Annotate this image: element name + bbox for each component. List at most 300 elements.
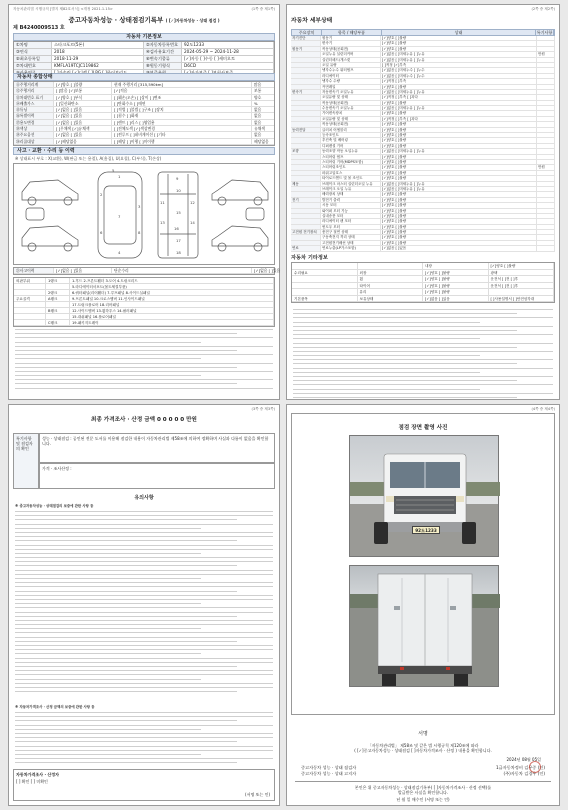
detail-cell: 타이로드엔드 및 볼 조인트 xyxy=(321,176,381,180)
state-cell: 해당없음 xyxy=(254,138,269,144)
detail-cell: [✓]양호 [ ]불량 xyxy=(381,176,537,180)
photo-section-title: 점검 장면 촬영 사진 xyxy=(398,425,448,431)
detail-cell xyxy=(291,58,321,62)
state-cell: [✓]적음 xyxy=(112,88,252,93)
parts-cell xyxy=(14,320,46,325)
basic-info-label: ①차명 xyxy=(14,42,52,49)
state-cell: ⑳리콜대상 xyxy=(14,139,54,144)
other-info-cell xyxy=(292,276,358,282)
panel-label-5: 5 xyxy=(112,168,115,173)
detail-cell xyxy=(537,58,555,62)
detail-cell xyxy=(537,187,555,191)
detail-cell xyxy=(537,111,555,115)
car-diagram-svg xyxy=(14,164,276,264)
basic-info-value: 2018 xyxy=(52,49,144,56)
truck-rear-drawing xyxy=(350,566,500,688)
parts-cell: 19.패키지트레이 xyxy=(70,320,274,325)
state-cell: 양호 xyxy=(254,94,262,100)
panel-label-9: 9 xyxy=(176,176,179,181)
notifier-name: (주)자동차 김경우 (인) xyxy=(503,771,545,776)
panel-label-15: 15 xyxy=(176,210,181,215)
detail-cell: 변속기 xyxy=(321,41,381,45)
detail-cell: [✓]적정 [ ]부족 xyxy=(381,79,537,83)
other-info-cell: 광택 xyxy=(489,270,555,276)
detail-cell xyxy=(537,68,555,72)
detail-cell: [✓]양호 [ ]불량 xyxy=(381,101,537,105)
panel-label-7: 7 xyxy=(118,214,121,219)
other-info-cell: [✓]양호 [ ]불량 xyxy=(423,270,489,276)
record-number: 제 B4240009513 호 xyxy=(13,25,65,31)
detail-cell: [✓]양호 [ ]불량 xyxy=(381,144,537,148)
detail-cell xyxy=(537,117,555,121)
vehicle-diagram xyxy=(13,163,275,265)
parts-cell xyxy=(14,284,46,289)
accident-summary-table xyxy=(13,267,281,275)
panel-label-17: 17 xyxy=(176,238,181,243)
detail-cell: 스티어링조인트 xyxy=(321,165,381,169)
detail-cell xyxy=(291,241,321,245)
detail-cell: [✓]양호 [ ]불량 xyxy=(381,138,537,142)
parts-cell: A랭크 xyxy=(46,296,70,301)
detail-cell: 전기 xyxy=(291,198,321,202)
panel-label-11: 11 xyxy=(160,200,165,205)
detail-column-header xyxy=(291,29,555,36)
detail-cell xyxy=(537,209,555,213)
document-title: 중고자동차성능 · 상태점검기록부 ( [✓]자동차성능 · 상태 점검 ) xyxy=(68,16,220,24)
parts-cell: 1.후드 2.프론트휀더 3.도어 4.트렁크리드 xyxy=(70,278,274,283)
basic-info-label: ④검사유효기간 xyxy=(144,49,182,56)
detail-cell xyxy=(291,101,321,105)
detail-cell: 커먼레일 xyxy=(321,85,381,89)
parts-cell xyxy=(14,302,46,307)
detail-cell: 동력전달 xyxy=(291,128,321,132)
buyer-receipt-statement: 본인은 위 중고자동차성능 · 상태점검기록부( [ ]자동차가격조사 · 산정 선택)를 발급받은 사실을 확인합니다. xyxy=(354,785,492,795)
detail-cell xyxy=(291,63,321,67)
detail-cell xyxy=(537,219,555,223)
state-cell: ⑮튜닝 xyxy=(14,107,54,112)
detail-cell: 실내송풍 모터 xyxy=(321,214,381,218)
detail-cell xyxy=(537,203,555,207)
overall-state-table xyxy=(13,81,275,146)
detail-cell: 스티어링 펌프 xyxy=(321,155,381,159)
parts-cell: 6.쿼터패널(리어휀더) 7.루프패널 8.사이드실패널 xyxy=(70,290,274,295)
detail-cell: [✓]양호 [ ]불량 xyxy=(381,198,537,202)
basic-info-value: 2018-11-29 xyxy=(52,56,144,63)
state-cell: ⑱색상 xyxy=(14,126,54,131)
parts-cell: 5.라디에이터서포트(볼트체결부품) xyxy=(70,284,274,289)
state-cell: ⑬차대번호 표기 xyxy=(14,95,54,100)
detail-cell: 시동 모터 xyxy=(321,203,381,207)
final-price-title: 최종 가격조사 · 산정 금액 0 0 0 0 0 만원 xyxy=(91,417,197,423)
confirm-side-label: 특기사항 및 점검자의 확인 xyxy=(13,433,39,489)
detail-cell xyxy=(537,47,555,51)
panel-label-18: 18 xyxy=(176,250,181,255)
confirm-pricing: 가격 · 조사산정 : xyxy=(39,463,275,489)
issue-date: 2024년 08월 05일 xyxy=(506,757,541,762)
state-cell: [✓]없음 [ ]있음 xyxy=(54,113,112,118)
detail-cell xyxy=(291,74,321,78)
basic-info-value: KMFLA19TCJC119862 xyxy=(52,63,144,70)
parts-row xyxy=(14,320,274,326)
detail-cell: 라디에이터 xyxy=(321,74,381,78)
detail-cell: 연료누출(LP가스포함) xyxy=(321,246,381,250)
parts-cell xyxy=(14,314,46,319)
col-state: 상태 xyxy=(382,30,536,35)
state-cell: [✓]양호 [ ]불량 xyxy=(54,82,112,87)
panel-label-2: 2 xyxy=(100,192,103,197)
detail-cell: [✓]양호 [ ]불량 xyxy=(381,203,537,207)
detail-cell: [✓]없음 [ ]미세누유 [ ]누유 xyxy=(381,52,537,56)
signature-label: 서명 xyxy=(418,731,428,737)
detail-cell: [✓]양호 [ ]불량 xyxy=(381,36,537,40)
other-info-cell: 수리필요 xyxy=(292,270,358,276)
state-cell: ⑯특별이력 xyxy=(14,113,54,118)
detail-cell xyxy=(291,106,321,110)
detail-cell: 고전원전기배선 상태 xyxy=(321,241,381,245)
form-reference: 자동차관리법 시행규칙 [별지 제82호서식] <개정 2021.1.15> xyxy=(13,7,113,11)
state-cell: 없음 xyxy=(254,119,262,125)
detail-cell: 만원 xyxy=(537,52,555,56)
detail-cell: 자동변속기 오일누유 xyxy=(321,90,381,94)
detail-cell: [✓]양호 [ ]불량 xyxy=(381,165,537,169)
basic-info-label: ⑦차대번호 xyxy=(14,63,52,70)
detail-cell xyxy=(537,79,555,83)
detail-cell: 동력조향 작동 오일누유 xyxy=(321,149,381,153)
basic-info-label: ⑧원동기형식 xyxy=(144,63,182,70)
other-info-cell: 운전석 [ ]전 [ ]후 xyxy=(489,283,555,289)
detail-cell xyxy=(537,149,555,153)
detail-cell xyxy=(291,219,321,223)
detail-cell: [✓]양호 [ ]불량 xyxy=(381,160,537,164)
state-cell: [✓]양호 [ ]부식 xyxy=(54,95,112,100)
detail-cell: 구동축전지 격리 상태 xyxy=(321,235,381,239)
basic-info-label: ②자동차등록번호 xyxy=(144,42,182,49)
state-cell: [✓]없음 [ ]있음 xyxy=(54,120,112,125)
panel-label-1: 1 xyxy=(118,174,121,179)
detail-cell: [✓]없음 [ ]미세누유 [ ]누유 xyxy=(381,90,537,94)
detail-cell xyxy=(537,176,555,180)
detail-state-title: 자동차 세부상태 xyxy=(291,18,333,24)
detail-cell: 배력장치 상태 xyxy=(321,192,381,196)
basic-info-value: 92도1233 xyxy=(182,42,274,49)
detail-cell: 조향 xyxy=(291,149,321,153)
vehicle-front-photo xyxy=(349,435,499,557)
state-cell: [ ]침수 [ ]화재 xyxy=(112,113,252,118)
state-cell: % xyxy=(254,100,258,106)
detail-cell xyxy=(537,128,555,132)
detail-cell xyxy=(537,90,555,94)
parts-cell: B랭크 xyxy=(46,308,70,313)
page1-remarks xyxy=(15,329,273,392)
detail-cell xyxy=(291,176,321,180)
detail-cell xyxy=(537,36,555,40)
detail-row xyxy=(291,246,555,251)
basic-info-label: ⑤최초등록일 xyxy=(14,56,52,63)
state-cell: 많음 xyxy=(254,82,262,87)
detail-cell xyxy=(537,144,555,148)
panel-label-4: 4 xyxy=(118,250,121,255)
parts-cell: 1랭크 xyxy=(46,278,70,283)
detail-cell: [ ]적정 [✓]부족 xyxy=(381,63,537,67)
state-cell: 없음 xyxy=(254,132,262,138)
detail-cell: 디퍼렌셜 기어 xyxy=(321,144,381,148)
panel-label-12: 12 xyxy=(190,200,195,205)
other-info-cell: 기본품목 xyxy=(292,296,358,302)
state-cell: 유채색 xyxy=(254,126,266,132)
detail-cell: [✓]양호 [ ]불량 xyxy=(381,155,537,159)
detail-cell xyxy=(537,133,555,137)
page-number: (2쪽 중 제2쪽) xyxy=(531,7,555,11)
overall-state-header: 자동차 종합상태 xyxy=(13,73,275,81)
col-device: 주요장치 xyxy=(292,30,322,35)
detail-cell: 기어변속장치 xyxy=(321,111,381,115)
divider xyxy=(295,781,551,782)
detail-cell: [✓]양호 [ ]불량 xyxy=(381,235,537,239)
pricer-seal: (서명 또는 인) xyxy=(245,792,270,797)
detail-cell xyxy=(291,41,321,45)
detail-cell: 원동기 xyxy=(321,36,381,40)
detail-cell: 냉각수누수 워터펌프 xyxy=(321,68,381,72)
replaced-parts-table xyxy=(13,277,275,327)
detail-cell xyxy=(291,225,321,229)
parts-cell: C랭크 xyxy=(46,320,70,325)
detail-cell: 작동상태(공회전) xyxy=(321,47,381,51)
detail-cell: [✓]없음 [ ]미세누유 [ ]누유 xyxy=(381,58,537,62)
detail-cell: [✓]양호 [ ]불량 xyxy=(381,241,537,245)
detail-cell xyxy=(537,214,555,218)
detail-cell xyxy=(537,74,555,78)
basic-info-value: 스타크포르(5톤) xyxy=(52,42,144,49)
parts-cell: 주요골격 xyxy=(14,296,46,301)
detail-cell: 라디에이터 팬 모터 xyxy=(321,219,381,223)
detail-cell: [✓]양호 [ ]불량 xyxy=(381,219,537,223)
detail-cell: 냉각수 수량 xyxy=(321,79,381,83)
pricer-confirm-box: 자동차가격조사 · 산정자 [ ] 확인 [ ] 미확인 (서명 또는 인) xyxy=(13,769,275,801)
other-info-table xyxy=(291,262,555,303)
page-4 xyxy=(286,404,560,806)
state-cell: [ ]탄화수소 [ ]매연 xyxy=(112,101,252,106)
other-info-cell xyxy=(292,283,358,289)
accident-legend: ※ 상태표시 부호 : X(교환), W(판금 또는 용접), A(흠집), U(요철), C(부식), T(손상) xyxy=(15,156,162,161)
detail-cell xyxy=(291,203,321,207)
panel-label-3: 3 xyxy=(138,204,141,209)
other-info-cell: [✓]양호 [ ]불량 xyxy=(423,289,489,295)
confirm-inspection: 성능 · 상태점검 : 공인된 전문 도서를 이용해 점검한 내용이 자동차관리법 제58조에 의하여 정확하며 사실과 다름이 없음을 확인합니다. xyxy=(39,433,275,463)
state-cell: [ ]일산화탄소 xyxy=(54,101,112,106)
detail-cell xyxy=(537,198,555,202)
state-cell: [ ]해당 [ ]이행 [ ]미이행 xyxy=(112,139,252,144)
detail-cell: 오일유량 및 상태 xyxy=(321,95,381,99)
page-number: (3쪽 중 제3쪽) xyxy=(251,407,275,411)
other-info-cell: [✓]없음 [ ]있음 xyxy=(423,296,489,302)
state-cell: [✓]없음 [ ]있음 xyxy=(54,132,112,137)
parts-cell xyxy=(46,284,70,289)
detail-cell: 변속기 xyxy=(291,90,321,94)
detail-cell: 수동변속기 오일누유 xyxy=(321,106,381,110)
other-info-cell: 타이어 xyxy=(358,283,424,289)
detail-cell: [✓]양호 [ ]불량 xyxy=(381,133,537,137)
state-cell: 없음 xyxy=(254,113,262,119)
state-cell: ⑲주요옵션 xyxy=(14,132,54,137)
license-plate: 92도1233 xyxy=(412,526,440,534)
detail-cell: 원동기 xyxy=(291,47,321,51)
parts-cell: 2랭크 xyxy=(46,290,70,295)
detail-cell: [✓]양호 [ ]불량 xyxy=(381,122,537,126)
state-cell: [ ]무채색 [✓]유채색 xyxy=(54,126,112,131)
parts-cell xyxy=(14,308,46,313)
detail-cell: 스티어링 기어(MDPS포함) xyxy=(321,160,381,164)
state-cell: ⑭배출가스 xyxy=(14,101,54,106)
parts-cell: 17.트렁크플로어 18.리어패널 xyxy=(70,302,274,307)
state-cell: ⑰용도변경 xyxy=(14,120,54,125)
basic-info-value: [✓]자동 [ ]수동 [ ]세미오토 xyxy=(182,56,274,63)
detail-cell: 충전구 절연 상태 xyxy=(321,230,381,234)
page-number: (4쪽 중 제4쪽) xyxy=(531,407,555,411)
detail-cell xyxy=(537,101,555,105)
inspector-name: 1급자동차정비 김무중 (인) xyxy=(495,765,545,770)
detail-cell xyxy=(537,246,555,250)
state-cell: [ ]훼손(오손) [ ]상이 [ ]변조 xyxy=(112,95,252,100)
detail-cell: [✓]양호 [ ]불량 xyxy=(381,47,537,51)
detail-cell: [✓]양호 [ ]불량 xyxy=(381,209,537,213)
buyer-signature-line: 년 월 일 매수인 (서명 또는 인) xyxy=(396,797,450,802)
detail-cell: 실린더헤드/개스킷 xyxy=(321,58,381,62)
other-info-cell xyxy=(489,289,555,295)
state-cell: ⑫주행거리 xyxy=(14,88,54,93)
parts-cell xyxy=(46,314,70,319)
detail-cell xyxy=(291,165,321,169)
detail-cell xyxy=(537,138,555,142)
other-info-cell: 내장 xyxy=(423,263,489,269)
state-cell: [ ]썬루프 [ ]네비게이션 [ ]기타 xyxy=(112,132,252,137)
col-item: 항목 / 해당부품 xyxy=(322,30,382,35)
basic-info-label: ③연식 xyxy=(14,49,52,56)
other-info-cell xyxy=(292,263,358,269)
other-info-cell: [✓]양호 [ ]불량 xyxy=(489,263,555,269)
panel-label-16: 16 xyxy=(174,226,179,231)
detail-cell xyxy=(291,209,321,213)
other-info-cell: [ ]사용설명서 [ ]안전삼각대 xyxy=(489,296,555,302)
detail-cell xyxy=(291,187,321,191)
page-3 xyxy=(8,404,280,806)
detail-cell xyxy=(291,117,321,121)
detail-cell xyxy=(291,192,321,196)
notice-section-b: ※ 자동차가격조사 · 산정 금액의 보증에 관한 사항 등 xyxy=(15,705,95,709)
detail-cell xyxy=(291,133,321,137)
detail-cell xyxy=(291,144,321,148)
detail-cell: 파워고압호스 xyxy=(321,171,381,175)
detail-cell: 클러치 어셈블리 xyxy=(321,128,381,132)
detail-cell xyxy=(291,138,321,142)
company-seal-icon xyxy=(529,761,541,773)
detail-cell xyxy=(291,79,321,83)
detail-cell: [✓]양호 [ ]불량 xyxy=(381,230,537,234)
detail-cell: [✓]양호 [ ]불량 xyxy=(381,41,537,45)
state-cell: [✓]없음 [ ]있음 xyxy=(54,107,112,112)
detail-cell: [✓]양호 [ ]불량 xyxy=(381,171,537,175)
detail-cell xyxy=(291,85,321,89)
state-cell: [ ]적법 [ ]불법 [ ]구조 [ ]장치 xyxy=(112,107,252,112)
state-cell: [ ]렌트 [ ]리스 [ ]영업용 xyxy=(112,120,252,125)
truck-front-drawing xyxy=(350,436,500,558)
legal-statement: 「자동차관리법」 제58조 및 같은 법 시행규칙 제120조에 따라 ( [✓]중고자동차성능 · 상태점검 [ ]자동차가격조사 · 산정 ) 내용을 확인합니다. xyxy=(354,743,492,753)
detail-cell: [✓]없음 [ ]미세누유 [ ]누유 xyxy=(381,187,537,191)
state-cell: 없음 xyxy=(254,107,262,113)
detail-cell xyxy=(291,160,321,164)
detail-cell: 추진축 및 베어링 xyxy=(321,138,381,142)
basic-info-value: 2024-05-29 ~ 2024-11-28 xyxy=(182,49,274,56)
parts-cell: 12.사이드멤버 13.휠하우스 14.필러패널 xyxy=(70,308,274,313)
detail-cell: [✓]없음 [ ]미세누유 [ ]누유 xyxy=(381,149,537,153)
detail-cell: [✓]없음 [ ]미세누수 [ ]누수 xyxy=(381,74,537,78)
detail-cell: [✓]양호 [ ]불량 xyxy=(381,85,537,89)
detail-cell: [✓]양호 [ ]불량 xyxy=(381,111,537,115)
detail-cell: 자기진단 xyxy=(291,36,321,40)
other-info-row xyxy=(292,296,554,303)
panel-label-10: 10 xyxy=(176,188,181,193)
parts-cell: 9.프론트패널 10.크로스멤버 11.인사이드패널 xyxy=(70,296,274,301)
detail-cell xyxy=(537,95,555,99)
detail-cell: [✓]양호 [ ]불량 xyxy=(381,128,537,132)
detail-cell xyxy=(537,241,555,245)
detail-cell xyxy=(291,235,321,239)
detail-cell: 작동상태(공회전) xyxy=(321,122,381,126)
accident-history-header: 사고 · 교환 · 수리 등 이력 xyxy=(13,147,275,155)
basic-info-header: 자동차 기본정보 xyxy=(13,33,275,41)
detail-cell: [✓]양호 [ ]불량 xyxy=(381,192,537,196)
other-info-cell: 외장 xyxy=(358,270,424,276)
detail-cell xyxy=(537,63,555,67)
notice-section-a: ※ 중고자동차성능 · 상태점검의 보증에 관한 사항 등 xyxy=(15,504,94,508)
detail-cell: [✓]없음 [ ]미세누수 [ ]누수 xyxy=(381,68,537,72)
detail-cell: 발전기 출력 xyxy=(321,198,381,202)
pricer-confirm-checks: [ ] 확인 [ ] 미확인 xyxy=(16,779,48,784)
detail-cell xyxy=(537,225,555,229)
notice-b-text xyxy=(15,712,273,766)
inspector-role: 중고자동차 성능 · 상태 점검자 xyxy=(301,765,357,770)
detail-cell xyxy=(537,85,555,89)
panel-label-13: 13 xyxy=(160,220,165,225)
detail-cell xyxy=(291,95,321,99)
detail-cell xyxy=(537,192,555,196)
page-number: (1쪽 중 제1쪽) xyxy=(251,7,275,11)
other-info-cell: 보유상태 xyxy=(358,296,424,302)
detail-cell: 오일유량 및 상태 xyxy=(321,117,381,121)
detail-cell xyxy=(537,160,555,164)
detail-cell xyxy=(291,52,321,56)
detail-cell: 만원 xyxy=(537,165,555,169)
parts-cell: 15.대쉬패널 16.플로어패널 xyxy=(70,314,274,319)
other-info-title: 자동차 기타정보 xyxy=(291,255,328,261)
detail-cell: [✓]적정 [ ]부족 [ ]과다 xyxy=(381,95,537,99)
detail-state-rows xyxy=(291,36,555,252)
detail-cell xyxy=(537,41,555,45)
state-row xyxy=(14,139,274,145)
notice-title: 유의사항 xyxy=(134,495,154,501)
detail-cell: 브레이크 마스터 실린더오일 누유 xyxy=(321,182,381,186)
panel-label-8: 8 xyxy=(138,230,141,235)
page-1 xyxy=(8,4,280,400)
other-info-cell: 유리 xyxy=(358,289,424,295)
parts-cell xyxy=(14,290,46,295)
state-cell: 보통 xyxy=(254,88,262,94)
detail-cell xyxy=(537,235,555,239)
detail-cell: 제동 xyxy=(291,182,321,186)
state-cell: [✓]해당없음 xyxy=(54,139,112,144)
col-note: 특기사항 xyxy=(536,30,553,35)
detail-cell: [✓]없음 [ ]미세누유 [ ]누유 xyxy=(381,106,537,110)
notifier-role: 중고자동차 성능 · 상태 고지자 xyxy=(301,771,357,776)
